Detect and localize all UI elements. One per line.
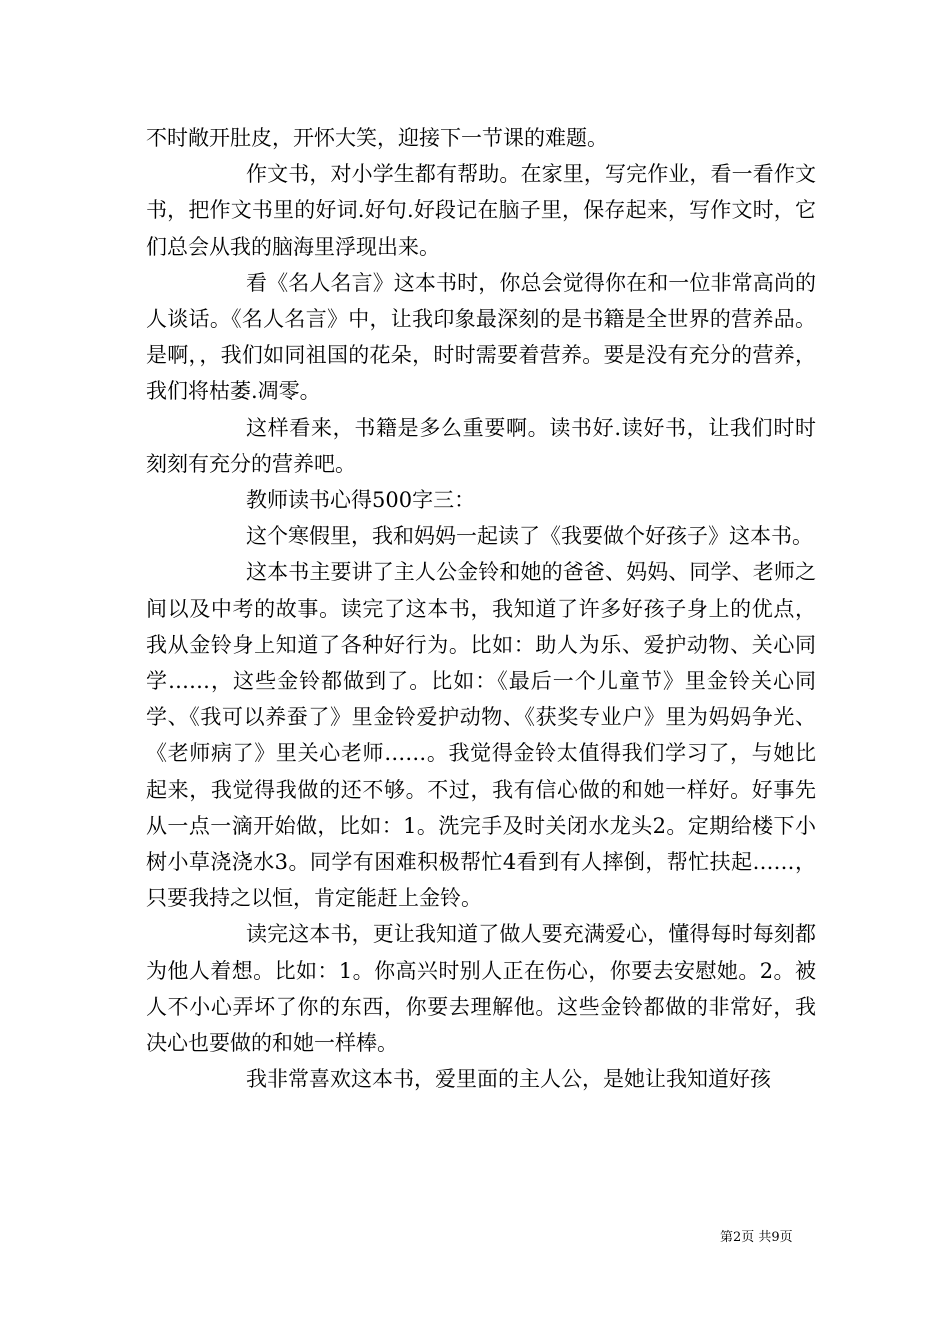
paragraph: 这本书主要讲了主人公金铃和她的爸爸、妈妈、同学、老师之间以及中考的故事。读完了这本书，我知道了许多好孩子身上的优点，我从金铃身上知道了各种好行为。比如：助人为乐、爱护动物、关心同学……，这些金铃都做到了。比如：《最后一个儿童节》里金铃关心同学、《我可以养蚕了》里金铃爱护动物、《获奖专业户》里为妈妈争光、《老师病了》里关心老师……。我觉得金铃太值得我们学习了，与她比起来，我觉得我做的还不够。不过，我有信心做的和她一样好。好事先从一点一滴开始做，比如：1。洗完手及时关闭水龙头2。定期给楼下小树小草浇浇水3。同学有困难积极帮忙4看到有人摔倒，帮忙扶起……，只要我持之以恒，肯定能赶上金铃。 — [146, 560, 816, 911]
paragraph: 这个寒假里，我和妈妈一起读了《我要做个好孩子》这本书。 — [246, 524, 813, 549]
section-heading: 教师读书心得500字三： — [246, 488, 476, 513]
paragraph: 看《名人名言》这本书时，你总会觉得你在和一位非常高尚的人谈话。《名人名言》中，让我印象最深刻的是书籍是全世界的营养品。是啊，，我们如同祖国的花朵，时时需要着营养。要是没有充分的营养，我们将枯萎.凋零。 — [146, 270, 816, 404]
paragraph: 作文书，对小学生都有帮助。在家里，写完作业，看一看作文书，把作文书里的好词.好句.好段记在脑子里，保存起来，写作文时，它们总会从我的脑海里浮现出来。 — [146, 162, 816, 259]
paragraph: 我非常喜欢这本书，爱里面的主人公，是她让我知道好孩 — [246, 1067, 771, 1092]
paragraph: 这样看来，书籍是多么重要啊。读书好.读好书，让我们时时刻刻有充分的营养吧。 — [146, 415, 816, 476]
page-number-footer: 第2页 共9页 — [720, 1230, 793, 1245]
paragraph: 读完这本书，更让我知道了做人要充满爱心，懂得每时每刻都为他人着想。比如：1。你高兴时别人正在伤心，你要去安慰她。2。被人不小心弄坏了你的东西，你要去理解他。这些金铃都做的非常好，我决心也要做的和她一样棒。 — [146, 922, 816, 1056]
body-text — [146, 120, 816, 1097]
paragraph: 不时敞开肚皮，开怀大笑，迎接下一节课的难题。 — [146, 126, 608, 150]
